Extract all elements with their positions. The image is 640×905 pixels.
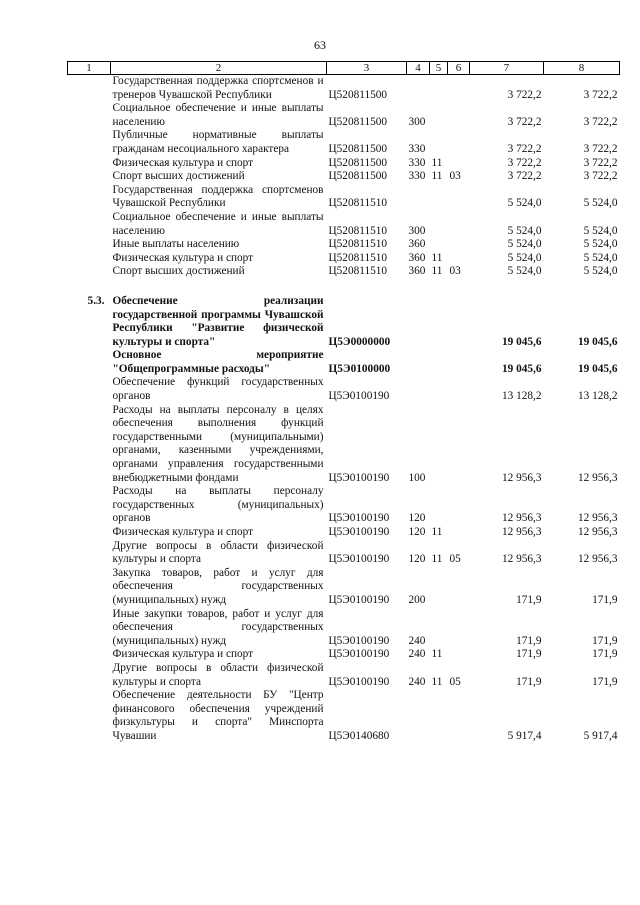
subsection-code: 03: [449, 170, 461, 183]
amount-col8: 5 917,4: [583, 729, 618, 742]
target-code: Ц5Э0100190: [328, 390, 390, 403]
amount-col7: 3 722,2: [507, 115, 542, 128]
amount-col8: 13 128,2: [577, 390, 618, 403]
section-number: [68, 349, 111, 376]
expense-type: 360: [408, 251, 426, 264]
table-row: [68, 540, 620, 567]
amount-col8: 5 524,0: [583, 197, 618, 210]
expense-type: [407, 75, 430, 103]
header-cell-7: 7: [470, 62, 544, 75]
item-name: Физическая культура и спорт: [112, 526, 254, 538]
section-code: [430, 349, 448, 376]
item-name: Социальное обеспечение и иные выплаты населению: [112, 210, 324, 237]
subsection-code: [448, 608, 470, 649]
expense-type: 100: [408, 471, 426, 484]
amount-col8: 3 722,2: [583, 88, 618, 101]
item-name: Расходы на выплаты персоналу в целях обеспечения выполнения функций государственными (муниципальными) органами, казенными учреждениями, органами управления государственными внебюджетными фондами: [112, 403, 324, 484]
target-code: Ц520811500: [328, 142, 388, 155]
section-code: [430, 184, 448, 211]
expense-type: [407, 295, 430, 349]
amount-col8: 19 045,6: [577, 362, 618, 375]
budget-table: [67, 61, 620, 744]
amount-col7: 19 045,6: [501, 335, 542, 348]
amount-col7: 12 956,3: [501, 471, 542, 484]
amount-col8: 5 524,0: [583, 265, 618, 278]
expense-type: [407, 376, 430, 403]
table-row: [68, 75, 620, 103]
table-row: [68, 252, 620, 266]
expense-type: 330: [408, 156, 426, 169]
table-row: [68, 265, 620, 279]
amount-col7: 5 524,0: [507, 251, 542, 264]
subsection-code: [448, 526, 470, 540]
spacer-cell: [68, 279, 620, 295]
section-number: [68, 648, 111, 662]
section-number: [68, 376, 111, 403]
section-number: [68, 526, 111, 540]
section-number: [68, 265, 111, 279]
header-cell-3: 3: [327, 62, 407, 75]
section-number: [68, 608, 111, 649]
subsection-code: [448, 485, 470, 526]
amount-col8: 3 722,2: [583, 170, 618, 183]
amount-col8: 5 524,0: [583, 251, 618, 264]
subsection-code: [448, 211, 470, 238]
table-row: [68, 648, 620, 662]
amount-col7: 171,9: [516, 675, 542, 688]
amount-col7: 12 956,3: [501, 553, 542, 566]
amount-col7: 171,9: [516, 648, 542, 661]
amount-col8: 12 956,3: [577, 526, 618, 538]
section-number: [68, 75, 111, 103]
item-name: Публичные нормативные выплаты гражданам несоциального характера: [112, 129, 324, 155]
item-name: Физическая культура и спорт: [112, 251, 254, 264]
amount-col8: 19 045,6: [577, 335, 618, 348]
expense-type: 120: [408, 526, 426, 538]
subsection-code: [448, 295, 470, 349]
expense-type: 200: [408, 593, 426, 606]
table-row: [68, 349, 620, 376]
expense-type: 120: [408, 553, 426, 566]
header-cell-2: 2: [111, 62, 327, 75]
section-code: [430, 129, 448, 156]
amount-col7: 19 045,6: [501, 362, 542, 375]
target-code: Ц5Э0100190: [328, 471, 390, 484]
amount-col8: 12 956,3: [577, 471, 618, 484]
section-code: 11: [431, 265, 443, 278]
subsection-code: [448, 75, 470, 103]
item-name: Основное мероприятие "Общепрограммные расходы": [112, 349, 324, 375]
subsection-code: [448, 129, 470, 156]
section-number: [68, 102, 111, 129]
table-row: [68, 662, 620, 689]
item-name: Иные выплаты населению: [112, 238, 240, 251]
section-number: [68, 252, 111, 266]
target-code: Ц520811510: [328, 224, 388, 237]
subsection-code: [448, 184, 470, 211]
header-row: [68, 62, 620, 75]
table-body: [68, 75, 620, 744]
header-cell-8: 8: [544, 62, 620, 75]
section-number: [68, 129, 111, 156]
item-name: Государственная поддержка спортсменов и тренеров Чувашской Республики: [112, 75, 324, 101]
section-code: [430, 485, 448, 526]
table-row: [68, 608, 620, 649]
amount-col8: 5 524,0: [583, 224, 618, 237]
item-name: Обеспечение реализации государственной программы Чувашской Республики "Развитие физической культуры и спорта": [112, 294, 324, 348]
item-name: Другие вопросы в области физической культуры и спорта: [112, 661, 324, 688]
amount-col8: 3 722,2: [583, 142, 618, 155]
section-number: [68, 567, 111, 608]
table-row: [68, 157, 620, 171]
target-code: Ц520811510: [328, 265, 388, 278]
section-number: [68, 662, 111, 689]
amount-col8: 171,9: [592, 675, 618, 688]
table-row: [68, 485, 620, 526]
section-number: [68, 404, 111, 486]
amount-col7: 3 722,2: [507, 170, 542, 183]
subsection-code: [448, 648, 470, 662]
amount-col7: 3 722,2: [507, 156, 542, 169]
target-code: Ц5Э0100000: [328, 362, 391, 375]
target-code: Ц520811500: [328, 88, 388, 101]
target-code: Ц520811510: [328, 238, 388, 251]
target-code: Ц520811510: [328, 251, 388, 264]
amount-col7: 5 917,4: [507, 729, 542, 742]
section-code: 11: [431, 675, 443, 688]
section-code: [430, 75, 448, 103]
amount-col7: 13 128,2: [501, 390, 542, 403]
target-code: Ц5Э0140680: [328, 729, 390, 742]
subsection-code: 05: [449, 553, 461, 566]
item-name: Спорт высших достижений: [112, 265, 245, 278]
subsection-code: [448, 376, 470, 403]
subsection-code: [448, 102, 470, 129]
section-code: [430, 376, 448, 403]
subsection-code: [448, 252, 470, 266]
section-number: [68, 157, 111, 171]
table-row: [68, 211, 620, 238]
amount-col8: 12 956,3: [577, 512, 618, 525]
table-row: [68, 238, 620, 252]
header-cell-6: 6: [448, 62, 470, 75]
subsection-code: 03: [449, 265, 461, 278]
item-name: Иные закупки товаров, работ и услуг для обеспечения государственных (муниципальных) нужд: [112, 607, 324, 647]
amount-col7: 3 722,2: [507, 88, 542, 101]
spacer-row: [68, 279, 620, 295]
subsection-code: [448, 157, 470, 171]
item-name: Обеспечение деятельности БУ "Центр финансового обеспечения учреждений физкультуры и спорта" Минспорта Чувашии: [112, 689, 324, 742]
table-row: [68, 526, 620, 540]
target-code: Ц520811510: [328, 197, 388, 210]
page-number: 63: [314, 38, 326, 52]
item-name: Обеспечение функций государственных органов: [112, 376, 324, 403]
table-row: [68, 184, 620, 211]
subsection-code: [448, 349, 470, 376]
expense-type: 360: [408, 265, 426, 278]
expense-type: 240: [408, 634, 426, 647]
target-code: Ц5Э0100190: [328, 634, 390, 647]
amount-col7: 5 524,0: [507, 238, 542, 251]
header-cell-1: 1: [68, 62, 111, 75]
amount-col7: 171,9: [516, 593, 542, 606]
item-name: Другие вопросы в области физической культуры и спорта: [112, 539, 324, 566]
section-number: [68, 211, 111, 238]
section-number: [68, 485, 111, 526]
amount-col7: 5 524,0: [507, 197, 542, 210]
section-code: [430, 608, 448, 649]
expense-type: 120: [408, 512, 426, 525]
item-name: Закупка товаров, работ и услуг для обеспечения государственных (муниципальных) нужд: [112, 566, 324, 606]
subsection-code: [448, 689, 470, 743]
section-code: [430, 689, 448, 743]
section-number: [68, 170, 111, 184]
expense-type: 330: [408, 142, 426, 155]
table-row: [68, 170, 620, 184]
amount-col8: 3 722,2: [583, 156, 618, 169]
section-code: [430, 567, 448, 608]
section-code: 11: [431, 648, 443, 661]
section-code: 11: [431, 526, 443, 538]
section-number: [68, 689, 111, 743]
target-code: Ц520811500: [328, 115, 388, 128]
header-cell-4: 4: [407, 62, 430, 75]
amount-col8: 171,9: [592, 634, 618, 647]
item-name: Расходы на выплаты персоналу государственных (муниципальных) органов: [112, 485, 324, 525]
target-code: Ц520811500: [328, 156, 388, 169]
expense-type: 240: [408, 675, 426, 688]
section-code: [430, 238, 448, 252]
table-row: [68, 129, 620, 156]
target-code: Ц5Э0100190: [328, 593, 390, 606]
target-code: Ц5Э0100190: [328, 648, 390, 661]
section-code: 11: [431, 251, 443, 264]
expense-type: 330: [408, 170, 426, 183]
table-row: [68, 102, 620, 129]
expense-type: 240: [408, 648, 426, 661]
amount-col7: 12 956,3: [501, 512, 542, 525]
item-name: Государственная поддержка спортсменов Чувашской Республики: [112, 183, 324, 210]
section-code: 11: [431, 156, 443, 169]
expense-type: 360: [408, 238, 426, 251]
header-cell-5: 5: [430, 62, 448, 75]
target-code: Ц5Э0000000: [328, 335, 391, 348]
section-code: 11: [431, 170, 443, 183]
section-code: [430, 102, 448, 129]
section-code: 11: [431, 553, 443, 566]
section-number: [68, 540, 111, 567]
item-name: Социальное обеспечение и иные выплаты населению: [112, 102, 324, 128]
target-code: Ц5Э0100190: [328, 553, 390, 566]
table-row: [68, 689, 620, 743]
target-code: Ц520811500: [328, 170, 388, 183]
amount-col8: 171,9: [592, 593, 618, 606]
item-name: Физическая культура и спорт: [112, 648, 254, 661]
item-name: Спорт высших достижений: [112, 170, 245, 183]
section-code: [430, 295, 448, 349]
amount-col8: 12 956,3: [577, 553, 618, 566]
target-code: Ц5Э0100190: [328, 526, 390, 538]
table-row: [68, 295, 620, 349]
amount-col8: 3 722,2: [583, 115, 618, 128]
amount-col7: 171,9: [516, 634, 542, 647]
subsection-code: [448, 238, 470, 252]
section-code: [430, 211, 448, 238]
section-number: [68, 184, 111, 211]
section-number: 5.3.: [87, 294, 105, 307]
section-code: [430, 404, 448, 486]
expense-type: [407, 689, 430, 743]
subsection-code: [448, 567, 470, 608]
expense-type: 300: [408, 224, 426, 237]
table-row: [68, 404, 620, 486]
amount-col7: 3 722,2: [507, 142, 542, 155]
amount-col7: 5 524,0: [507, 224, 542, 237]
amount-col8: 171,9: [592, 648, 618, 661]
section-number: [68, 238, 111, 252]
subsection-code: 05: [449, 675, 461, 688]
target-code: Ц5Э0100190: [328, 512, 390, 525]
expense-type: 300: [408, 115, 426, 128]
target-code: Ц5Э0100190: [328, 675, 390, 688]
amount-col8: 5 524,0: [583, 238, 618, 251]
table-row: [68, 376, 620, 403]
amount-col7: 12 956,3: [501, 526, 542, 538]
table-row: [68, 567, 620, 608]
expense-type: [407, 349, 430, 376]
amount-col7: 5 524,0: [507, 265, 542, 278]
subsection-code: [448, 404, 470, 486]
expense-type: [407, 184, 430, 211]
item-name: Физическая культура и спорт: [112, 156, 254, 169]
